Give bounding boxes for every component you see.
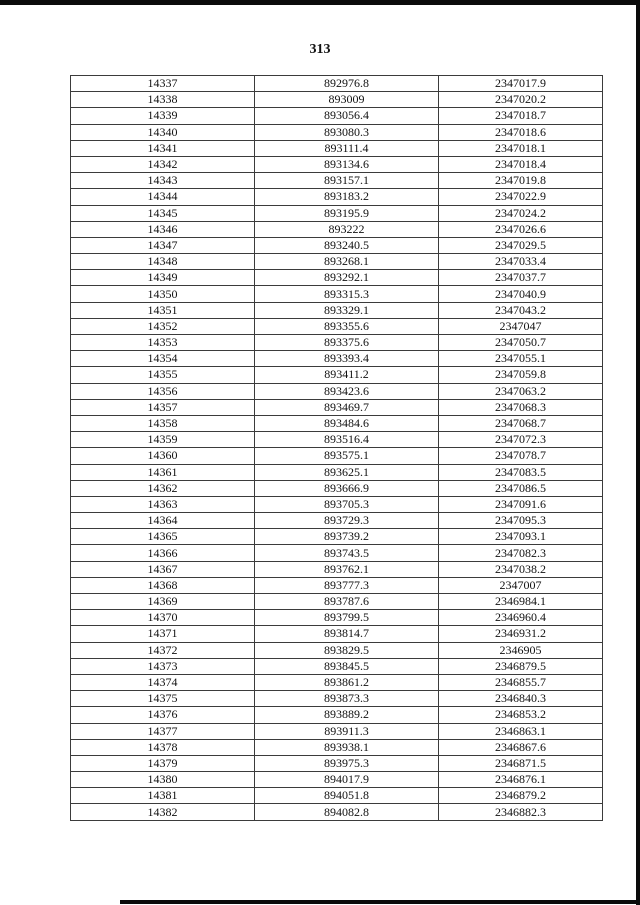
- northing-cell: 2346853.2: [439, 707, 603, 723]
- point-id-cell: 14375: [71, 691, 255, 707]
- table-row: [71, 237, 603, 253]
- northing-cell: 2347055.1: [439, 351, 603, 367]
- table-row: [71, 335, 603, 351]
- point-id-cell: 14359: [71, 432, 255, 448]
- point-id-cell: 14354: [71, 351, 255, 367]
- table-row: [71, 788, 603, 804]
- table-row: [71, 480, 603, 496]
- northing-cell: 2346876.1: [439, 772, 603, 788]
- point-id-cell: 14342: [71, 156, 255, 172]
- northing-cell: 2347019.8: [439, 173, 603, 189]
- point-id-cell: 14345: [71, 205, 255, 221]
- easting-cell: 893938.1: [255, 739, 439, 755]
- table-row: [71, 254, 603, 270]
- table-row: [71, 691, 603, 707]
- table-row: [71, 707, 603, 723]
- northing-cell: 2347022.9: [439, 189, 603, 205]
- northing-cell: 2346871.5: [439, 755, 603, 771]
- northing-cell: 2347063.2: [439, 383, 603, 399]
- easting-cell: 893111.4: [255, 140, 439, 156]
- table-row: [71, 577, 603, 593]
- easting-cell: 892976.8: [255, 76, 439, 92]
- northing-cell: 2347047: [439, 318, 603, 334]
- easting-cell: 893375.6: [255, 335, 439, 351]
- point-id-cell: 14356: [71, 383, 255, 399]
- northing-cell: 2346855.7: [439, 674, 603, 690]
- point-id-cell: 14380: [71, 772, 255, 788]
- northing-cell: 2346840.3: [439, 691, 603, 707]
- easting-cell: 893393.4: [255, 351, 439, 367]
- easting-cell: 893743.5: [255, 545, 439, 561]
- easting-cell: 893762.1: [255, 561, 439, 577]
- point-id-cell: 14368: [71, 577, 255, 593]
- northing-cell: 2347040.9: [439, 286, 603, 302]
- easting-cell: 894082.8: [255, 804, 439, 820]
- table-row: [71, 140, 603, 156]
- point-id-cell: 14361: [71, 464, 255, 480]
- northing-cell: 2347024.2: [439, 205, 603, 221]
- point-id-cell: 14358: [71, 415, 255, 431]
- easting-cell: 893183.2: [255, 189, 439, 205]
- table-row: [71, 561, 603, 577]
- northing-cell: 2347029.5: [439, 237, 603, 253]
- easting-cell: 893861.2: [255, 674, 439, 690]
- northing-cell: 2347068.3: [439, 399, 603, 415]
- table-row: [71, 513, 603, 529]
- table-row: [71, 626, 603, 642]
- point-id-cell: 14348: [71, 254, 255, 270]
- easting-cell: 893009: [255, 92, 439, 108]
- point-id-cell: 14344: [71, 189, 255, 205]
- point-id-cell: 14381: [71, 788, 255, 804]
- easting-cell: 893056.4: [255, 108, 439, 124]
- coordinate-table: [70, 75, 603, 821]
- northing-cell: 2347018.4: [439, 156, 603, 172]
- easting-cell: 893911.3: [255, 723, 439, 739]
- northing-cell: 2347033.4: [439, 254, 603, 270]
- table-row: [71, 415, 603, 431]
- northing-cell: 2346879.5: [439, 658, 603, 674]
- coordinate-table-container: [70, 75, 602, 821]
- easting-cell: 893889.2: [255, 707, 439, 723]
- table-row: [71, 658, 603, 674]
- easting-cell: 893355.6: [255, 318, 439, 334]
- northing-cell: 2347059.8: [439, 367, 603, 383]
- point-id-cell: 14372: [71, 642, 255, 658]
- northing-cell: 2347095.3: [439, 513, 603, 529]
- point-id-cell: 14382: [71, 804, 255, 820]
- table-row: [71, 772, 603, 788]
- easting-cell: 893157.1: [255, 173, 439, 189]
- table-row: [71, 432, 603, 448]
- northing-cell: 2347038.2: [439, 561, 603, 577]
- easting-cell: 893829.5: [255, 642, 439, 658]
- table-row: [71, 189, 603, 205]
- table-row: [71, 674, 603, 690]
- table-row: [71, 156, 603, 172]
- easting-cell: 893814.7: [255, 626, 439, 642]
- point-id-cell: 14339: [71, 108, 255, 124]
- page-border-bottom: [120, 900, 640, 904]
- easting-cell: 893787.6: [255, 594, 439, 610]
- point-id-cell: 14355: [71, 367, 255, 383]
- table-row: [71, 383, 603, 399]
- easting-cell: 894017.9: [255, 772, 439, 788]
- northing-cell: 2347086.5: [439, 480, 603, 496]
- easting-cell: 893268.1: [255, 254, 439, 270]
- easting-cell: 893315.3: [255, 286, 439, 302]
- table-body: [71, 76, 603, 821]
- point-id-cell: 14362: [71, 480, 255, 496]
- point-id-cell: 14373: [71, 658, 255, 674]
- easting-cell: 893799.5: [255, 610, 439, 626]
- easting-cell: 893777.3: [255, 577, 439, 593]
- point-id-cell: 14346: [71, 221, 255, 237]
- northing-cell: 2347043.2: [439, 302, 603, 318]
- table-row: [71, 723, 603, 739]
- easting-cell: 893739.2: [255, 529, 439, 545]
- table-row: [71, 286, 603, 302]
- point-id-cell: 14343: [71, 173, 255, 189]
- easting-cell: 893195.9: [255, 205, 439, 221]
- table-row: [71, 448, 603, 464]
- easting-cell: 893080.3: [255, 124, 439, 140]
- northing-cell: 2347078.7: [439, 448, 603, 464]
- northing-cell: 2346882.3: [439, 804, 603, 820]
- easting-cell: 893469.7: [255, 399, 439, 415]
- northing-cell: 2346879.2: [439, 788, 603, 804]
- point-id-cell: 14352: [71, 318, 255, 334]
- easting-cell: 893975.3: [255, 755, 439, 771]
- table-row: [71, 351, 603, 367]
- point-id-cell: 14337: [71, 76, 255, 92]
- northing-cell: 2347018.6: [439, 124, 603, 140]
- table-row: [71, 755, 603, 771]
- easting-cell: 893222: [255, 221, 439, 237]
- point-id-cell: 14367: [71, 561, 255, 577]
- table-row: [71, 76, 603, 92]
- table-row: [71, 464, 603, 480]
- table-row: [71, 496, 603, 512]
- table-row: [71, 594, 603, 610]
- point-id-cell: 14350: [71, 286, 255, 302]
- easting-cell: 893575.1: [255, 448, 439, 464]
- table-row: [71, 205, 603, 221]
- northing-cell: 2347082.3: [439, 545, 603, 561]
- table-row: [71, 739, 603, 755]
- point-id-cell: 14371: [71, 626, 255, 642]
- northing-cell: 2347091.6: [439, 496, 603, 512]
- point-id-cell: 14369: [71, 594, 255, 610]
- point-id-cell: 14377: [71, 723, 255, 739]
- table-row: [71, 610, 603, 626]
- table-row: [71, 399, 603, 415]
- page-border-right: [636, 0, 640, 905]
- northing-cell: 2347020.2: [439, 92, 603, 108]
- table-row: [71, 270, 603, 286]
- northing-cell: 2346931.2: [439, 626, 603, 642]
- easting-cell: 893845.5: [255, 658, 439, 674]
- northing-cell: 2347007: [439, 577, 603, 593]
- easting-cell: 893240.5: [255, 237, 439, 253]
- easting-cell: 893873.3: [255, 691, 439, 707]
- table-row: [71, 124, 603, 140]
- table-row: [71, 221, 603, 237]
- northing-cell: 2347026.6: [439, 221, 603, 237]
- easting-cell: 893666.9: [255, 480, 439, 496]
- point-id-cell: 14365: [71, 529, 255, 545]
- point-id-cell: 14351: [71, 302, 255, 318]
- northing-cell: 2347050.7: [439, 335, 603, 351]
- point-id-cell: 14379: [71, 755, 255, 771]
- northing-cell: 2347068.7: [439, 415, 603, 431]
- northing-cell: 2346867.6: [439, 739, 603, 755]
- northing-cell: 2347037.7: [439, 270, 603, 286]
- point-id-cell: 14378: [71, 739, 255, 755]
- northing-cell: 2347017.9: [439, 76, 603, 92]
- point-id-cell: 14338: [71, 92, 255, 108]
- point-id-cell: 14349: [71, 270, 255, 286]
- point-id-cell: 14370: [71, 610, 255, 626]
- point-id-cell: 14353: [71, 335, 255, 351]
- table-row: [71, 367, 603, 383]
- point-id-cell: 14374: [71, 674, 255, 690]
- table-row: [71, 108, 603, 124]
- easting-cell: 893134.6: [255, 156, 439, 172]
- northing-cell: 2347093.1: [439, 529, 603, 545]
- page-border-top: [0, 0, 640, 5]
- point-id-cell: 14363: [71, 496, 255, 512]
- easting-cell: 893423.6: [255, 383, 439, 399]
- northing-cell: 2346905: [439, 642, 603, 658]
- easting-cell: 894051.8: [255, 788, 439, 804]
- easting-cell: 893292.1: [255, 270, 439, 286]
- northing-cell: 2347018.1: [439, 140, 603, 156]
- point-id-cell: 14357: [71, 399, 255, 415]
- point-id-cell: 14366: [71, 545, 255, 561]
- point-id-cell: 14376: [71, 707, 255, 723]
- easting-cell: 893516.4: [255, 432, 439, 448]
- northing-cell: 2347083.5: [439, 464, 603, 480]
- point-id-cell: 14364: [71, 513, 255, 529]
- table-row: [71, 642, 603, 658]
- easting-cell: 893329.1: [255, 302, 439, 318]
- easting-cell: 893411.2: [255, 367, 439, 383]
- northing-cell: 2346863.1: [439, 723, 603, 739]
- point-id-cell: 14347: [71, 237, 255, 253]
- easting-cell: 893705.3: [255, 496, 439, 512]
- point-id-cell: 14341: [71, 140, 255, 156]
- table-row: [71, 804, 603, 820]
- point-id-cell: 14360: [71, 448, 255, 464]
- table-row: [71, 92, 603, 108]
- northing-cell: 2346960.4: [439, 610, 603, 626]
- point-id-cell: 14340: [71, 124, 255, 140]
- table-row: [71, 302, 603, 318]
- easting-cell: 893729.3: [255, 513, 439, 529]
- northing-cell: 2347018.7: [439, 108, 603, 124]
- easting-cell: 893484.6: [255, 415, 439, 431]
- page-number: 313: [309, 42, 331, 57]
- easting-cell: 893625.1: [255, 464, 439, 480]
- table-row: [71, 318, 603, 334]
- table-row: [71, 173, 603, 189]
- table-row: [71, 545, 603, 561]
- northing-cell: 2347072.3: [439, 432, 603, 448]
- northing-cell: 2346984.1: [439, 594, 603, 610]
- table-row: [71, 529, 603, 545]
